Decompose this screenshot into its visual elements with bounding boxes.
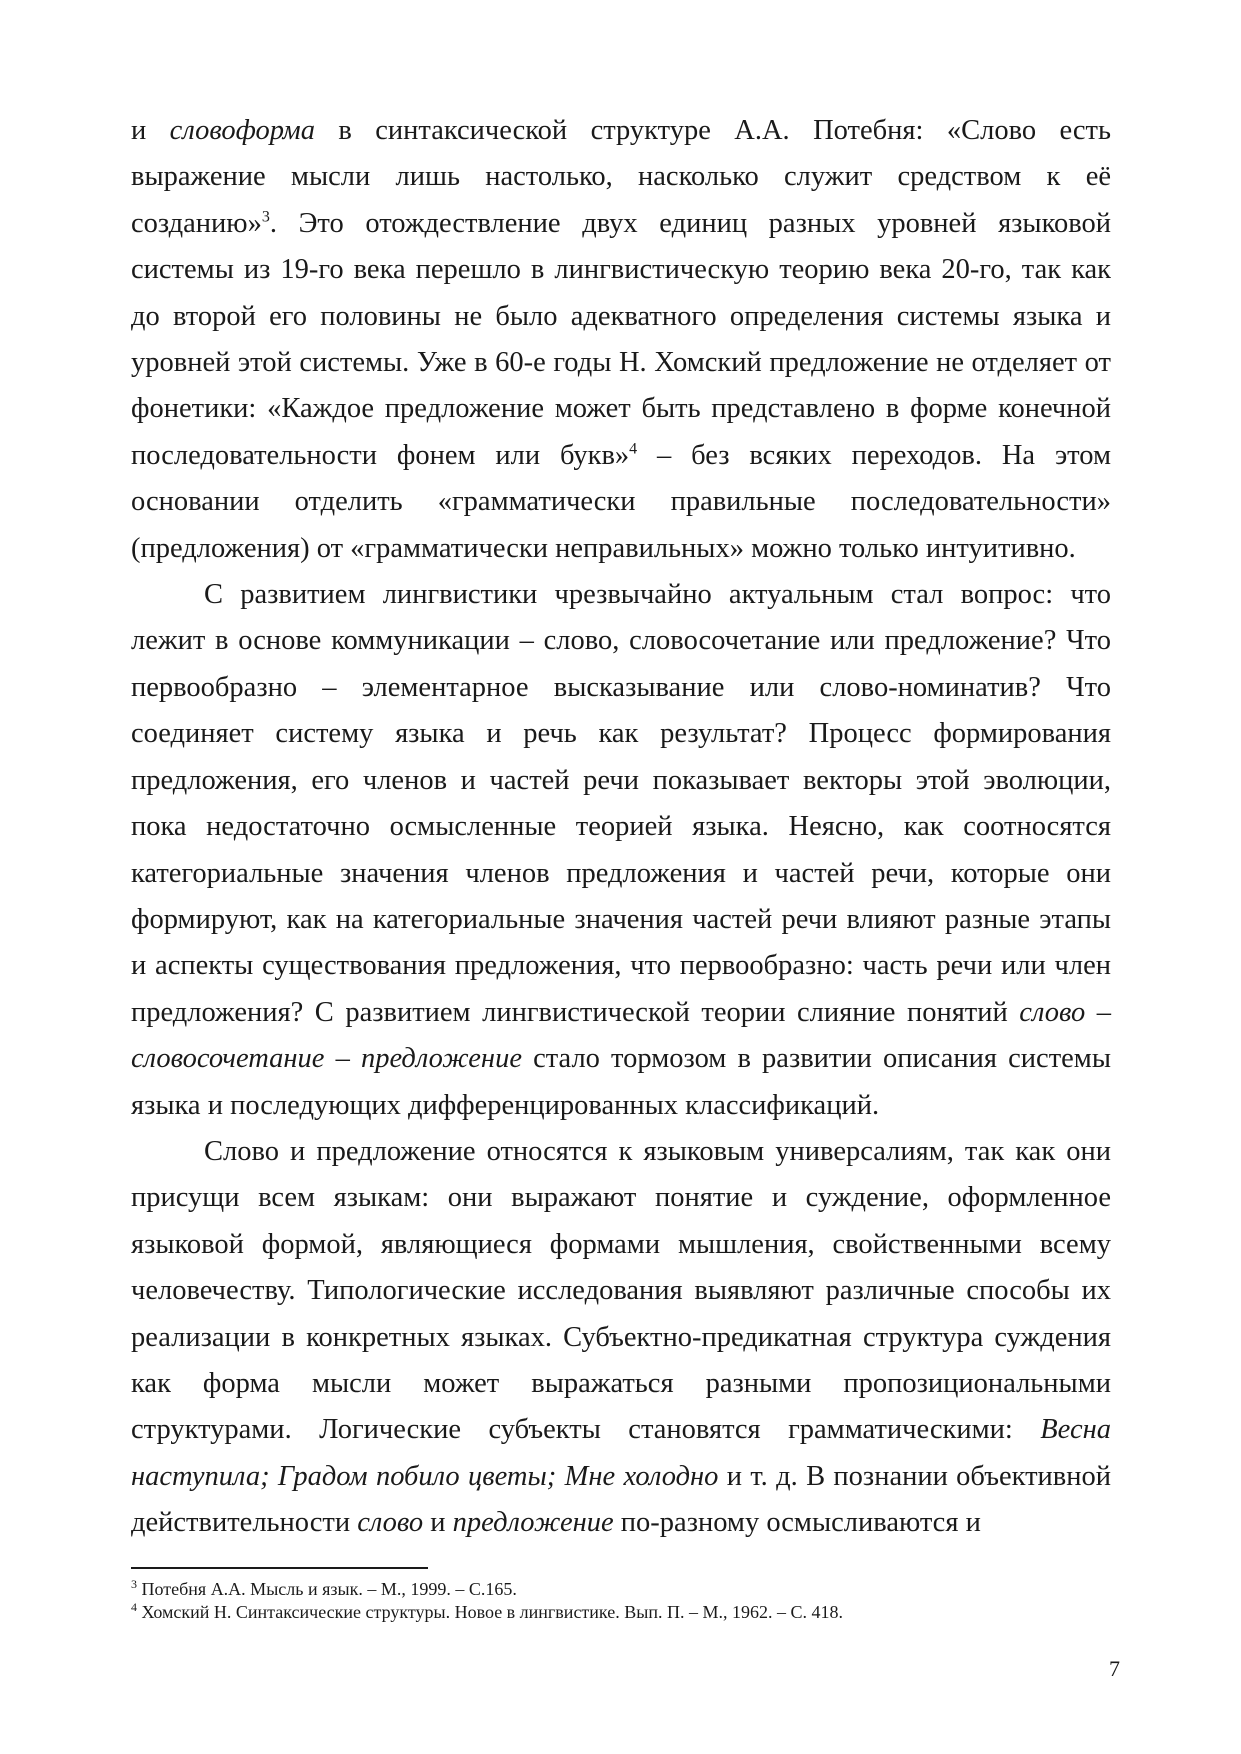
- footnote-4: [131, 1601, 1111, 1624]
- paragraph-1: [131, 108, 1111, 572]
- italic-example: Весна наступила; Градом побило цветы; Мне холодно: [131, 1414, 1111, 1492]
- footnote-text: Потебня А.А. Мысль и язык. – М., 1999. – С.165.: [137, 1579, 517, 1599]
- text-run: . Это отождествление двух единиц разных уровней языковой системы из 19-го века перешло в лингвистическую теорию века 20-го, так как до второй его половины не было адекватного определения системы языка и уровней этой системы. Уже в 60-е годы Н. Хомский предложение не отделяет от фонетики: «Каждое предложение может быть представлено в форме конечной последовательности фонем или букв»: [131, 207, 1111, 471]
- italic-term: словоформа: [169, 115, 315, 146]
- text-run: стало тормозом в развитии описания системы языка и последующих дифференцированных классификаций.: [131, 1043, 1111, 1121]
- page-number: 7: [1109, 1656, 1120, 1681]
- text-run: – без всяких переходов. На этом основании отделить «грамматически правильные последовательности» (предложения) от «грамматически неправильных» можно только интуитивно.: [131, 439, 1111, 564]
- text-run: и: [131, 115, 170, 146]
- text-run: и т. д. В познании объективной действительности: [131, 1460, 1111, 1539]
- footnote-3: [131, 1578, 1111, 1601]
- text-run: по-разному осмысливаются и: [613, 1507, 981, 1539]
- text-run: С развитием лингвистики чрезвычайно актуальным стал вопрос: что лежит в основе коммуникации – слово, словосочетание или предложение? Что первообразно – элементарное высказывание или слово-номинатив? Что соединяет систему языка и речь как результат? Процесс формирования предложения, его членов и частей речи показывает векторы этой эволюции, пока недостаточно осмысленные теорией языка. Неясно, как соотносятся категориальные значения членов предложения и частей речи, которые они формируют, как на категориальные значения частей речи влияют разные этапы и аспекты существования предложения, что первообразно: часть речи или член предложения? С развитием лингвистической теории слияние понятий: [131, 579, 1111, 1028]
- text-run: Слово и предложение относятся к языковым универсалиям, так как они присущи всем языкам: они выражают понятие и суждение, оформленное языковой формой, являющиеся формами мышления, свойственными всему человечеству. Типологические исследования выявляют различные способы их реализации в конкретных языках. Субъектно-предикатная структура суждения как форма мысли может выражаться разными пропозициональными структурами. Логические субъекты становятся грамматическими:: [131, 1135, 1111, 1446]
- footnote-ref-3: 3: [261, 208, 270, 226]
- main-text: [131, 108, 1111, 1547]
- footnote-ref-4: 4: [629, 440, 638, 458]
- footnotes: [131, 1578, 1111, 1624]
- italic-term: слово: [357, 1507, 424, 1539]
- footnote-mark: 4: [131, 1600, 137, 1614]
- text-run: и: [423, 1507, 453, 1539]
- footnote-separator: [131, 1567, 428, 1569]
- italic-term: слово – словосочетание – предложение: [131, 996, 1111, 1075]
- footnote-text: Хомский Н. Синтаксические структуры. Новое в лингвистике. Вып. П. – М., 1962. – С. 418.: [137, 1602, 843, 1622]
- text-run: в синтаксической структуре А.А. Потебня: «Слово есть выражение мысли лишь настолько, насколько служит средством к её созданию»: [131, 115, 1111, 239]
- paragraph-2: [131, 572, 1111, 1129]
- italic-term: предложение: [452, 1507, 614, 1539]
- paragraph-3: [131, 1129, 1111, 1547]
- footnote-mark: 3: [131, 1577, 137, 1591]
